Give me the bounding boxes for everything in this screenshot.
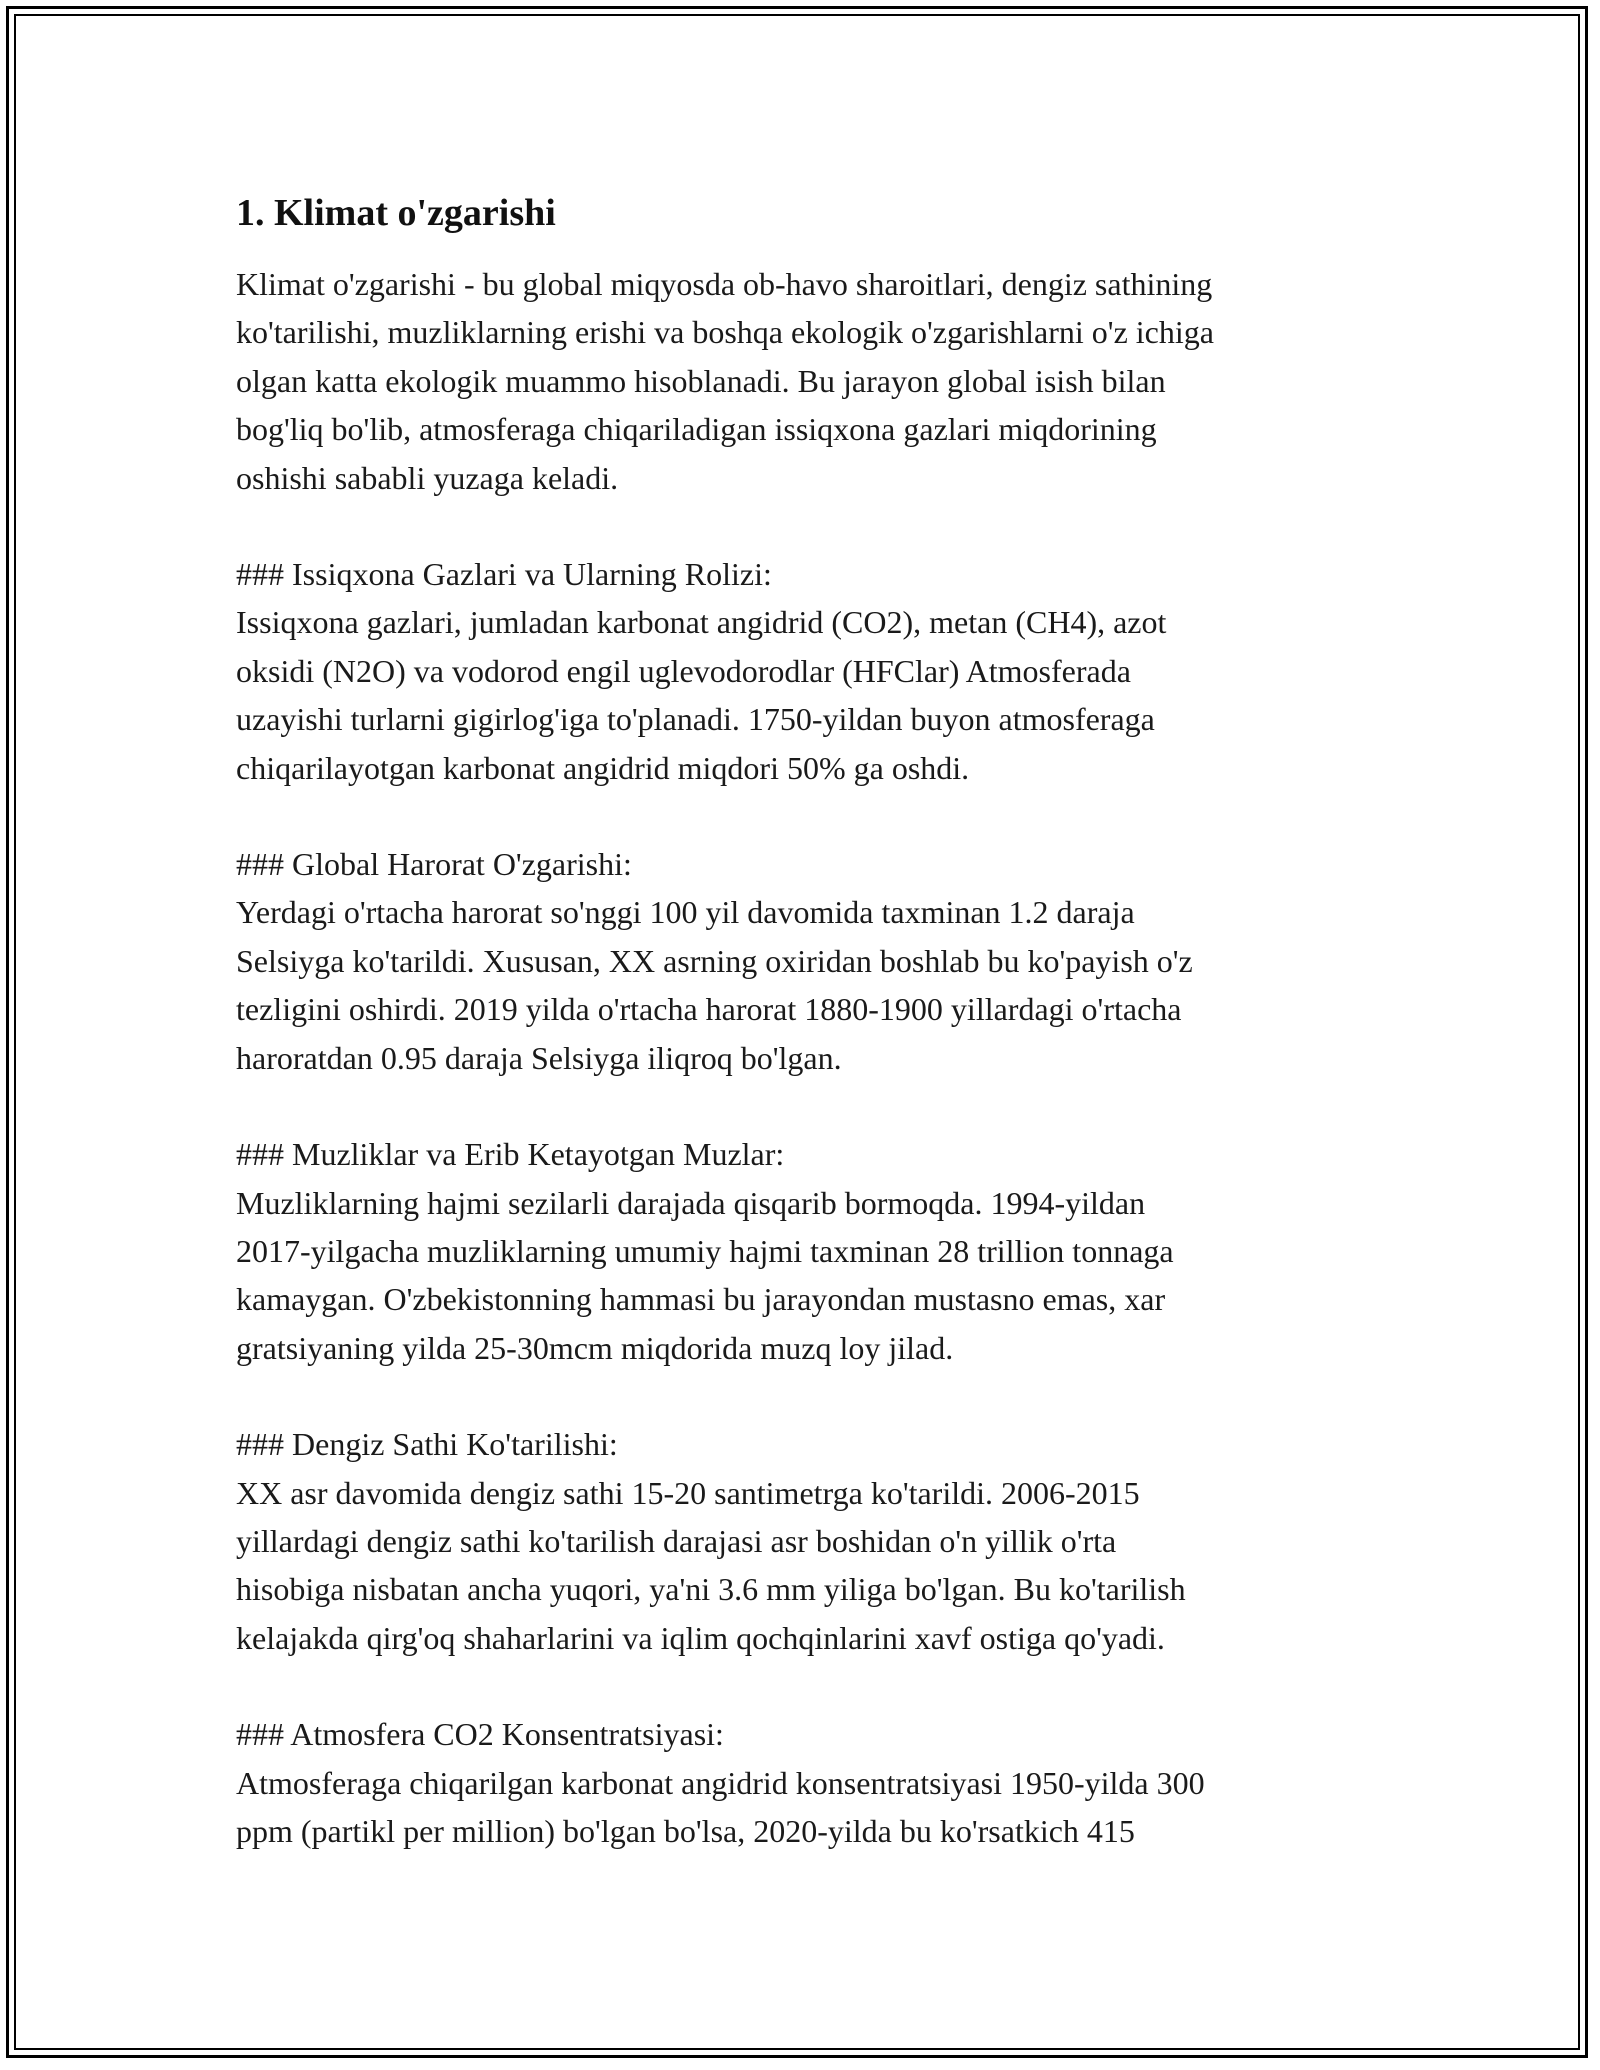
paragraph-line: Issiqxona gazlari, jumladan karbonat angidrid (CO2), metan (CH4), azot xyxy=(236,604,1167,641)
page-title: 1. Klimat o'zgarishi xyxy=(236,192,556,234)
section-sea-level xyxy=(236,1420,1366,1662)
paragraph-line: Atmosferaga chiqarilgan karbonat angidrid konsentratsiyasi 1950-yilda 300 xyxy=(236,1764,1205,1801)
paragraph-line: kamaygan. O'zbekistonning hammasi bu jarayondan mustasno emas, xar xyxy=(236,1281,1166,1318)
section-heading: ### Atmosfera CO2 Konsentratsiyasi: xyxy=(236,1716,724,1753)
paragraph-line: XX asr davomida dengiz sathi 15-20 santimetrga ko'tarildi. 2006-2015 xyxy=(236,1474,1140,1511)
section-heading: ### Dengiz Sathi Ko'tarilishi: xyxy=(236,1426,618,1463)
paragraph-line: bog'liq bo'lib, atmosferaga chiqariladigan issiqxona gazlari miqdorining xyxy=(236,411,1157,448)
paragraph-line: Selsiyga ko'tarildi. Xususan, XX asrning oxiridan boshlab bu ko'payish o'z xyxy=(236,942,1193,979)
section-co2-concentration xyxy=(236,1710,1366,1855)
paragraph-line: olgan katta ekologik muammo hisoblanadi. Bu jarayon global isish bilan xyxy=(236,362,1166,399)
section-global-temperature xyxy=(236,840,1366,1082)
section-glaciers xyxy=(236,1130,1366,1372)
paragraph-line: Yerdagi o'rtacha harorat so'nggi 100 yil davomida taxminan 1.2 daraja xyxy=(236,894,1135,931)
paragraph-line: oshishi sababli yuzaga keladi. xyxy=(236,459,619,496)
paragraph-line: yillardagi dengiz sathi ko'tarilish darajasi asr boshidan o'n yillik o'rta xyxy=(236,1522,1117,1559)
paragraph-line: uzayishi turlarni gigirlog'iga to'planadi. 1750-yildan buyon atmosferaga xyxy=(236,701,1155,738)
section-heading: ### Muzliklar va Erib Ketayotgan Muzlar: xyxy=(236,1136,785,1173)
section-heading: ### Global Harorat O'zgarishi: xyxy=(236,846,632,883)
document-body xyxy=(236,188,1366,1903)
paragraph-line: tezligini oshirdi. 2019 yilda o'rtacha harorat 1880-1900 yillardagi o'rtacha xyxy=(236,991,1182,1028)
paragraph-line: kelajakda qirg'oq shaharlarini va iqlim qochqinlarini xavf ostiga qo'yadi. xyxy=(236,1619,1165,1656)
paragraph-line: Klimat o'zgarishi - bu global miqyosda ob-havo sharoitlari, dengiz sathining xyxy=(236,266,1213,302)
intro-paragraph xyxy=(236,260,1366,502)
paragraph-line: ppm (partikl per million) bo'lgan bo'lsa, 2020-yilda bu ko'rsatkich 415 xyxy=(236,1812,1135,1849)
paragraph-line: chiqarilayotgan karbonat angidrid miqdori 50% ga oshdi. xyxy=(236,749,970,786)
section-greenhouse-gases xyxy=(236,550,1366,792)
paragraph-line: ko'tarilishi, muzliklarning erishi va boshqa ekologik o'zgarishlarni o'z ichiga xyxy=(236,314,1214,351)
paragraph-line: Muzliklarning hajmi sezilarli darajada qisqarib bormoqda. 1994-yildan xyxy=(236,1184,1146,1221)
paragraph-line: hisobiga nisbatan ancha yuqori, ya'ni 3.6 mm yiliga bo'lgan. Bu ko'tarilish xyxy=(236,1571,1186,1608)
paragraph-line: 2017-yilgacha muzliklarning umumiy hajmi taxminan 28 trillion tonnaga xyxy=(236,1232,1174,1269)
section-heading: ### Issiqxona Gazlari va Ularning Rolizi: xyxy=(236,556,772,593)
paragraph-line: gratsiyaning yilda 25-30mcm miqdorida muzq loy jilad. xyxy=(236,1329,954,1366)
paragraph-line: oksidi (N2O) va vodorod engil uglevodorodlar (HFClar) Atmosferada xyxy=(236,652,1131,689)
paragraph-line: haroratdan 0.95 daraja Selsiyga iliqroq bo'lgan. xyxy=(236,1039,842,1076)
